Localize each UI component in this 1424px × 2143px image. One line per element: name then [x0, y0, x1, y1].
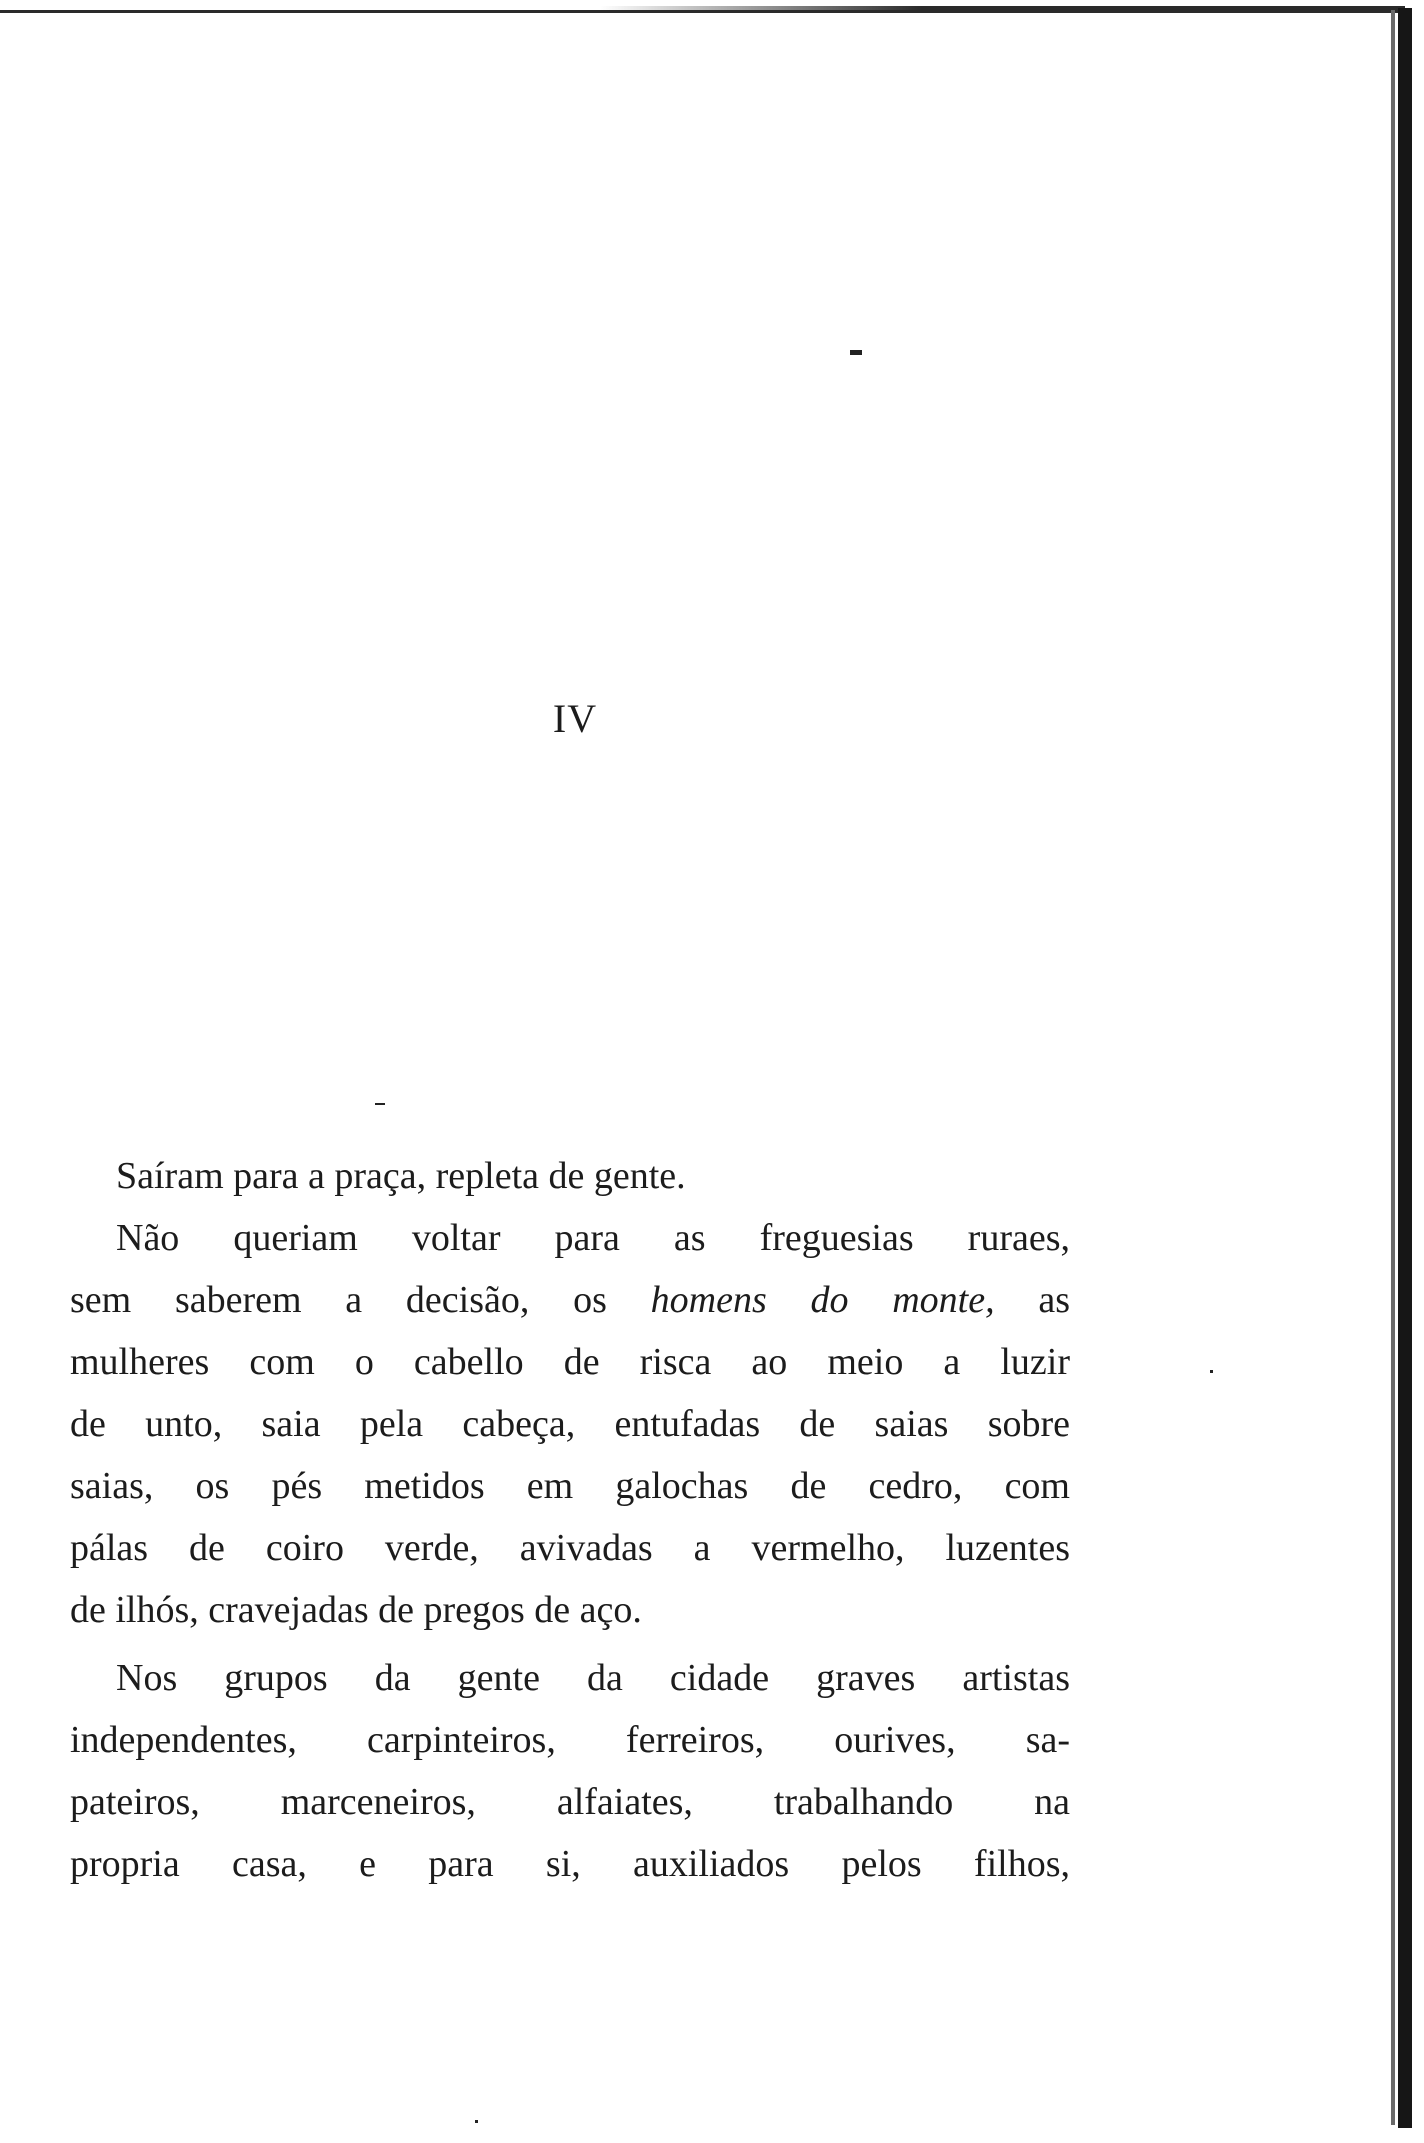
body-text [70, 1145, 1070, 1895]
text-line: de ilhós, cravejadas de pregos de aço. [70, 1589, 642, 1631]
text-line: Não queriam voltar para as freguesias ruraes, [116, 1217, 1070, 1259]
top-page-edge-shadow [600, 6, 1405, 12]
chapter-heading: IV [552, 696, 598, 741]
text-run: as [994, 1279, 1070, 1321]
ink-speck [375, 1103, 385, 1105]
text-line: pálas de coiro verde, avivadas a vermelho, luzentes [70, 1527, 1070, 1569]
text-line [70, 1269, 1070, 1331]
italic-phrase: homens do monte, [650, 1279, 995, 1321]
text-line: Nos grupos da gente da cidade graves artistas [116, 1657, 1070, 1699]
text-line: propria casa, e para si, auxiliados pelos filhos, [70, 1843, 1070, 1885]
text-line: saias, os pés metidos em galochas de cedro, com [70, 1465, 1070, 1507]
ink-speck [850, 350, 862, 355]
text-run: sem saberem a decisão, os [70, 1279, 651, 1321]
right-page-edge [1398, 8, 1412, 2128]
right-page-edge-shadow [1391, 10, 1395, 2125]
ink-speck [1210, 1370, 1213, 1373]
text-line: independentes, carpinteiros, ferreiros, ourives, sa- [70, 1719, 1070, 1761]
text-line: de unto, saia pela cabeça, entufadas de saias sobre [70, 1403, 1070, 1445]
text-line: Saíram para a praça, repleta de gente. [116, 1155, 686, 1197]
text-line: pateiros, marceneiros, alfaiates, trabalhando na [70, 1781, 1070, 1823]
text-line: mulheres com o cabello de risca ao meio a luzir [70, 1341, 1070, 1383]
ink-speck [475, 2120, 478, 2123]
